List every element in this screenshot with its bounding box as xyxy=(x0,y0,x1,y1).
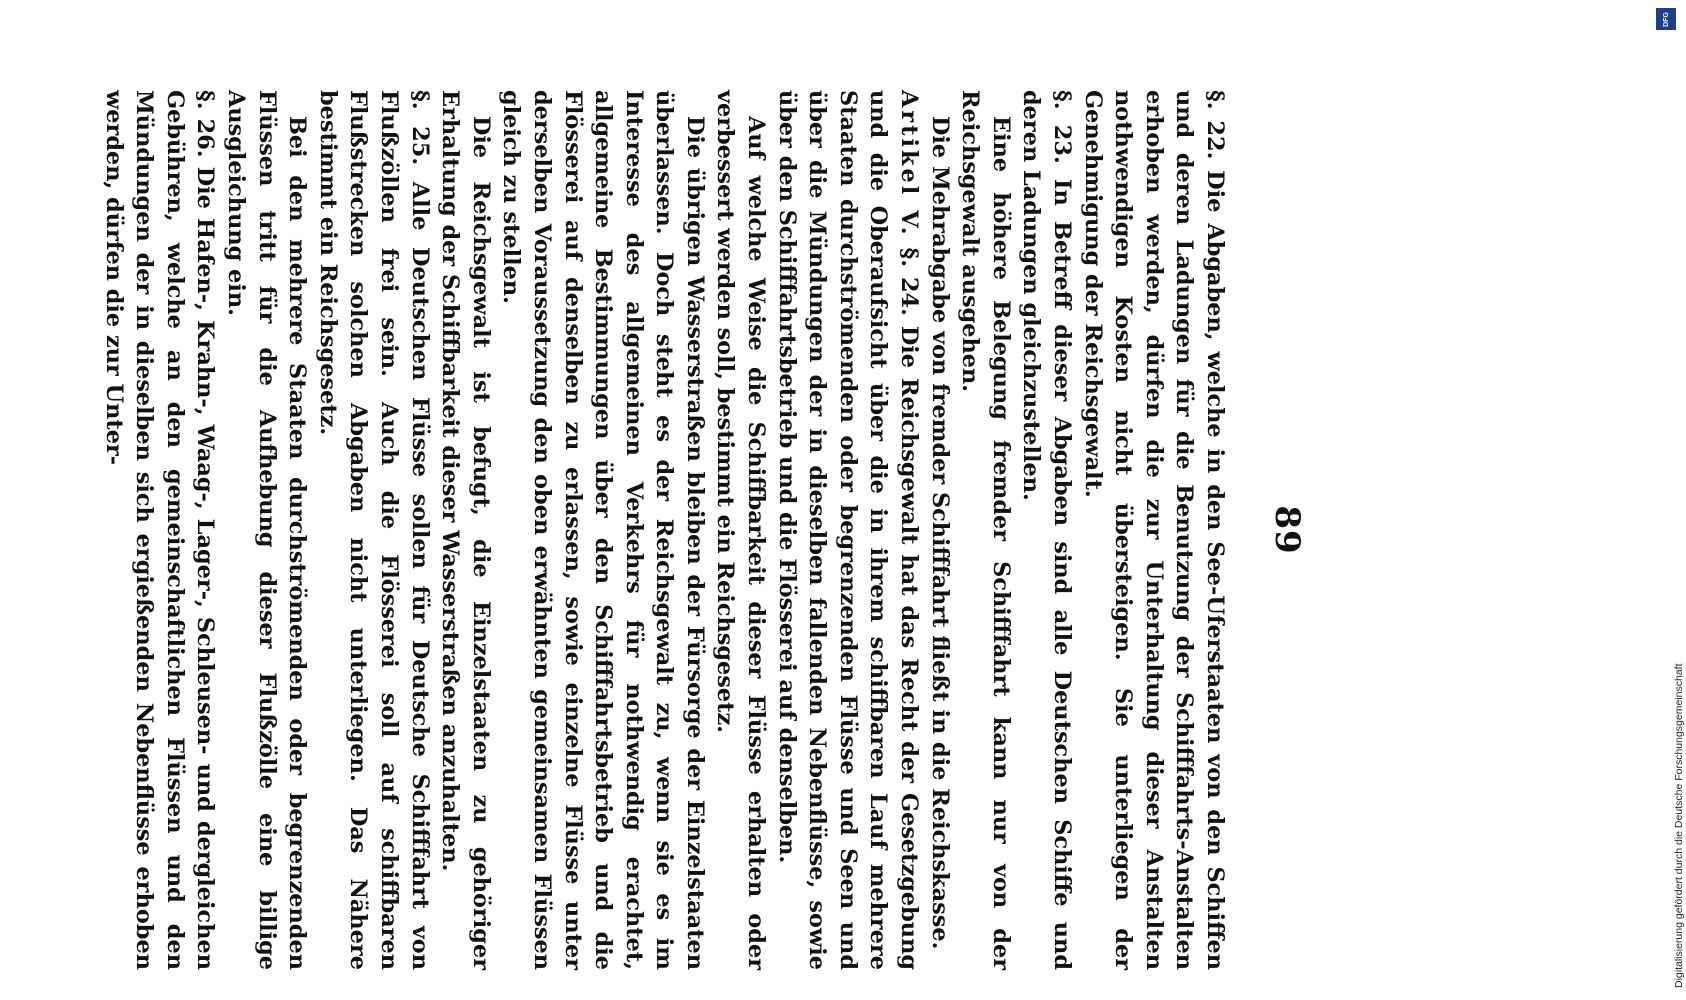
paragraph-section-24 xyxy=(771,90,924,970)
paragraph-section-22 xyxy=(1077,90,1230,970)
paragraph-section-25-b xyxy=(220,90,312,970)
paragraph-text: Auf welche Weise die Schiffbarkeit dieser Flüsse erhalten oder verbessert werden soll, bestimmt ein Reichsgesetz. xyxy=(712,90,770,970)
paragraph-section-24-c xyxy=(496,90,710,970)
paragraph-section-23 xyxy=(1016,90,1077,970)
page-number: 89 xyxy=(1267,505,1307,555)
paragraph-text: §. 23. In Betreff dieser Abgaben sind alle Deutschen Schiffe und deren Ladungen gleichzustellen. xyxy=(1018,90,1076,970)
paragraph-text: §. 26. Die Hafen-, Krahn-, Waag-, Lager-, Schleusen- und dergleichen Gebühren, welche an den gemeinschaftlichen Flüssen und den Mündungen der in dieselben sich ergießenden Nebenflüsse erhoben werden, dürfen die zur Unter- xyxy=(100,90,219,970)
paragraph-text: Die übrigen Wasserstraßen bleiben der Fürsorge der Einzelstaaten überlassen. Doch steht es der Reichsgewalt zu, wenn sie es im Interesse des allgemeinen Verkehrs für nothwendig erachtet, allgemeine Bestimmungen über den Schifffahrtsbetrieb und die Flösserei auf denselben zu erlassen, sowie einzelne Flüsse unter derselben Voraussetzung den oben erwähnten gemeinsamen Flüssen gleich zu stellen. xyxy=(498,90,708,970)
funding-note xyxy=(1660,8,1685,988)
paragraph-section-26 xyxy=(98,90,220,970)
paragraph-section-23-b xyxy=(955,90,1016,970)
paragraph-section-24-d xyxy=(435,90,496,970)
paragraph-text: §. 25. Alle Deutschen Flüsse sollen für Deutsche Schifffahrt von Flußzöllen frei sein. Auch die Flösserei soll auf schiffbaren Flußstrecken solchen Abgaben nicht unterliegen. Das Nähere bestimmt ein Reichsgesetz. xyxy=(314,90,433,970)
paragraph-section-24-b xyxy=(710,90,771,970)
article-heading: Artikel V. xyxy=(896,90,923,238)
paragraph-text: §. 22. Die Abgaben, welche in den See-Uferstaaten von den Schiffen und deren Ladungen für die Benutzung der Schifffahrts-Anstalten erhoben werden, dürfen die zur Unterhaltung dieser Anstalten nothwendigen Kosten nicht übersteigen. Sie unterliegen der Genehmigung der Reichsgewalt. xyxy=(1079,90,1228,970)
paragraph-section-25 xyxy=(312,90,434,970)
document-page xyxy=(100,60,1325,1000)
paragraph-text: Eine höhere Belegung fremder Schifffahrt kann nur von der Reichsgewalt ausgehen. xyxy=(957,90,1014,970)
text-body xyxy=(98,90,1230,970)
dfg-logo-text: DFG xyxy=(1662,11,1670,27)
paragraph-text: Bei den mehrere Staaten durchströmenden oder begrenzenden Flüssen tritt für die Aufhebung dieser Flußzölle eine billige Ausgleichung ein. xyxy=(223,90,311,970)
paragraph-text: Die Reichsgewalt ist befugt, die Einzelstaaten zu gehöriger Erhaltung der Schiffbarkeit dieser Wasserstraßen anzuhalten. xyxy=(437,90,494,970)
funding-note-text: Digitalisierung gefördert durch die Deutsche Forschungsgemeinschaft xyxy=(1673,663,1685,988)
paragraph-section-23-c xyxy=(924,90,955,970)
paragraph-text: §. 24. Die Reichsgewalt hat das Recht der Gesetzgebung und die Oberaufsicht über die in ihrem schiffbaren Lauf mehrere Staaten durchströmenden oder begrenzenden Flüsse und Seen und über die Mündungen der in dieselben fallenden Nebenflüsse, sowie über den Schifffahrtsbetrieb und die Flösserei auf denselben. xyxy=(773,90,923,970)
paragraph-text: Die Mehrabgabe von fremder Schifffahrt fließt in die Reichskasse. xyxy=(926,116,953,950)
